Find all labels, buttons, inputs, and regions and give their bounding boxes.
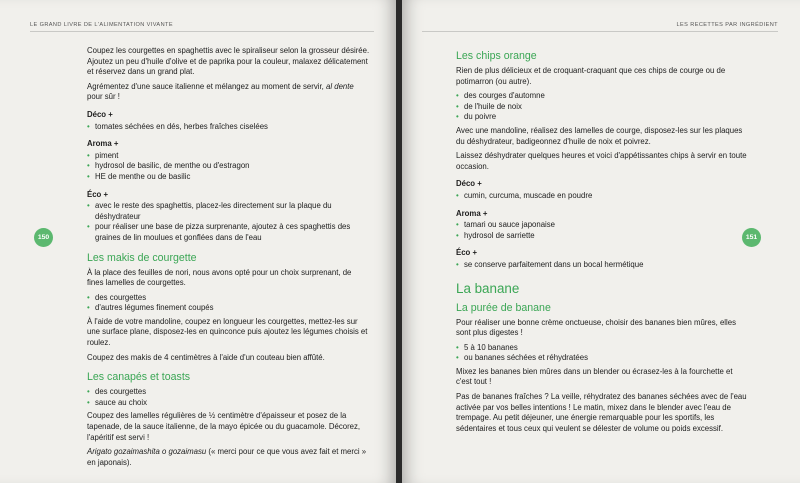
- makis-paragraph: À l'aide de votre mandoline, coupez en longueur les courgettes, mettez-les sur une surface plane, disposez-les en quinconce puis ajoutez les légumes choisis et roulez.: [87, 316, 368, 348]
- chapter-title-banane: La banane: [456, 280, 520, 296]
- eco-list: [87, 201, 370, 243]
- right-column: [456, 46, 748, 438]
- list-item: • des courges d'automne: [456, 91, 748, 102]
- header-rule-right: [422, 31, 778, 32]
- deco-subheading: Déco +: [456, 179, 482, 189]
- eco-subheading: Éco +: [87, 189, 109, 199]
- section-title-chips: Les chips orange: [456, 50, 537, 62]
- list-item: • HE de menthe ou de basilic: [87, 172, 370, 183]
- list-item: • tomates séchées en dés, herbes fraîches ciselées: [87, 122, 370, 133]
- section-title-puree: La purée de banane: [456, 301, 551, 314]
- section-title-canapes: Les canapés et toasts: [87, 371, 191, 384]
- list-item: • d'autres légumes finement coupés: [87, 303, 370, 314]
- canapes-ingredients: [87, 387, 370, 408]
- puree-intro: Pour réaliser une bonne crème onctueuse, choisir des bananes bien mûres, elles sont plus digestes !: [456, 317, 736, 338]
- intro-paragraph-2: Agrémentez d'une sauce italienne et mélangez au moment de servir, al dente pour sûr !: [87, 81, 354, 102]
- list-item: • se conserve parfaitement dans un bocal hermétique: [456, 260, 748, 271]
- list-item: • hydrosol de basilic, de menthe ou d'estragon: [87, 161, 370, 172]
- section-title-makis: Les makis de courgette: [87, 251, 197, 264]
- list-item: • des courgettes: [87, 387, 370, 398]
- list-item: • de l'huile de noix: [456, 102, 748, 113]
- list-item: • du poivre: [456, 112, 748, 123]
- canapes-paragraph: Coupez des lamelles régulières de ½ centimètre d'épaisseur et posez de la tapenade, de la sauce italienne, de la mayo épicée ou du guacamole. Décorez, l'apéritif est servi !: [87, 411, 361, 442]
- makis-paragraph-2: Coupez des makis de 4 centimètres à l'aide d'un couteau bien affûté.: [87, 352, 325, 362]
- chips-paragraph: Avec une mandoline, réalisez des lamelles de courge, disposez-les sur les plaques du déshydrateur, badigeonnez d'huile de noix et poivrez.: [456, 125, 743, 146]
- list-item: • hydrosol de sarriette: [456, 231, 748, 242]
- eco-subheading: Éco +: [456, 248, 478, 258]
- aroma-subheading: Aroma +: [456, 208, 488, 218]
- chips-ingredients: [456, 91, 748, 123]
- chips-intro: Rien de plus délicieux et de croquant-craquant que ces chips de courge ou de potimarron (ou autre).: [456, 66, 726, 86]
- canapes-closing: Arigato gozaimashita o gozaimasu (« merci pour ce que vous avez fait et merci » en japonais).: [87, 447, 367, 467]
- list-item: • ou bananes séchées et réhydratées: [456, 353, 748, 364]
- list-item: • avec le reste des spaghettis, placez-les directement sur la plaque du déshydrateur: [87, 201, 370, 222]
- eco-list: [456, 260, 748, 271]
- list-item: • sauce au choix: [87, 398, 370, 409]
- deco-list: [456, 191, 748, 202]
- list-item: • 5 à 10 bananes: [456, 343, 748, 354]
- page-number-badge-right: 151: [742, 228, 761, 247]
- intro-paragraph: Coupez les courgettes en spaghettis avec le spiraliseur selon la grosseur désirée. Ajoutez un peu d'huile d'olive et de paprika pour la couleur, malaxez délicatement et réservez dans un grand plat.: [87, 46, 370, 77]
- running-head-left: LE GRAND LIVRE DE L'ALIMENTATION VIVANTE: [30, 22, 173, 28]
- puree-paragraph: Mixez les bananes bien mûres dans un blender ou écrasez-les à la fourchette et c'est tout !: [456, 366, 733, 387]
- running-head-right: LES RECETTES PAR INGRÉDIENT: [676, 22, 778, 28]
- deco-list: [87, 122, 370, 133]
- left-page: [0, 0, 396, 483]
- list-item: • des courgettes: [87, 293, 370, 304]
- list-item: • cumin, curcuma, muscade en poudre: [456, 191, 748, 202]
- list-item: • tamari ou sauce japonaise: [456, 220, 748, 231]
- puree-paragraph-2: Pas de bananes fraîches ? La veille, réhydratez des bananes séchées avec de l'eau activée par vos belles intentions ! Le matin, mixez dans le blender avec l'eau de trempage. Au petit déjeuner, une énergie remarquable pour les sportifs, les sédentaires et tous ceux qui veulent se délester de volume ou poids excessif.: [456, 392, 747, 433]
- header-rule-left: [30, 31, 374, 32]
- makis-intro: À la place des feuilles de nori, nous avons opté pour un choix surprenant, de fines lamelles de courgettes.: [87, 267, 352, 288]
- left-column: [87, 46, 370, 472]
- puree-ingredients: [456, 343, 748, 364]
- aroma-subheading: Aroma +: [87, 139, 119, 149]
- list-item: • pour réaliser une base de pizza surprenante, ajoutez à ces spaghettis des graines de lin moulues et gonflées dans de l'eau: [87, 222, 370, 243]
- right-page: [402, 0, 800, 483]
- deco-subheading: Déco +: [87, 109, 113, 119]
- list-item: • piment: [87, 151, 370, 162]
- aroma-list: [456, 220, 748, 241]
- page-number-badge-left: 150: [34, 228, 53, 247]
- makis-ingredients: [87, 293, 370, 314]
- chips-paragraph-2: Laissez déshydrater quelques heures et voici d'appétissantes chips à servir en toute occasion.: [456, 151, 747, 171]
- aroma-list: [87, 151, 370, 183]
